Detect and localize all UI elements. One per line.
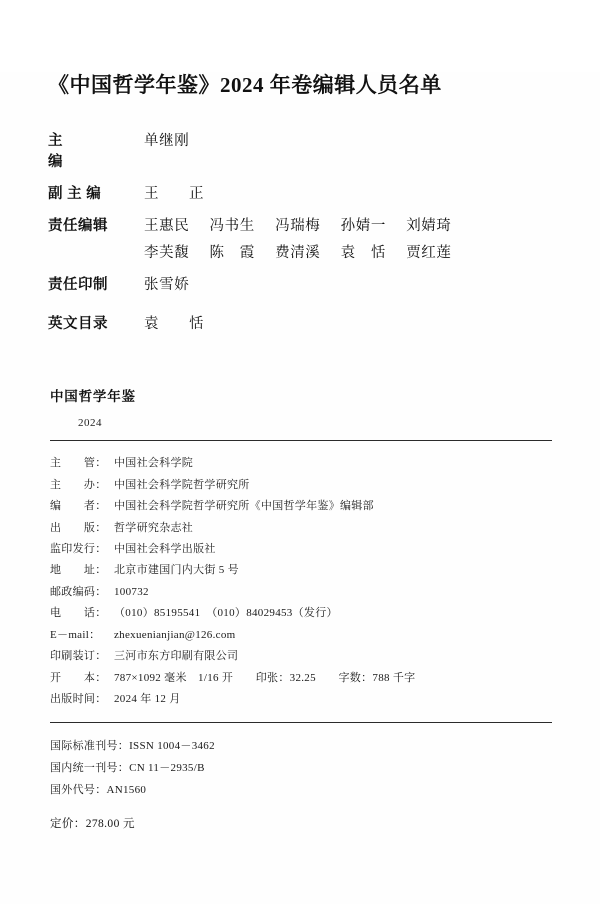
staff-name: 贾红莲 bbox=[406, 245, 452, 262]
colophon-value: 中国社会科学院哲学研究所《中国哲学年鉴》编辑部 bbox=[114, 500, 374, 513]
colophon-block bbox=[48, 385, 552, 830]
staff-role: 副 主 编 bbox=[48, 186, 102, 203]
colophon-line bbox=[50, 689, 552, 710]
colophon-value: 中国社会科学院哲学研究所 bbox=[114, 478, 250, 491]
staff-name: 王 正 bbox=[144, 186, 212, 203]
colophon-label: 监印发行： bbox=[50, 543, 107, 556]
colophon-line bbox=[50, 603, 552, 624]
staff-row bbox=[48, 129, 552, 171]
staff-row bbox=[48, 273, 552, 294]
colophon-line bbox=[50, 496, 552, 517]
document-page bbox=[0, 72, 600, 904]
staff-row bbox=[48, 312, 552, 333]
colophon-line bbox=[50, 518, 552, 539]
staff-name: 费清溪 bbox=[275, 245, 321, 262]
colophon-line bbox=[50, 539, 552, 560]
colophon-value: 哲学研究杂志社 bbox=[114, 521, 194, 534]
colophon-line bbox=[50, 560, 552, 581]
staff-role: 责任印制 bbox=[48, 277, 108, 294]
divider-top bbox=[50, 440, 552, 441]
colophon-label: 开 本： bbox=[50, 671, 107, 684]
colophon-line bbox=[50, 475, 552, 496]
colophon-value: zhexuenianjian@126.com bbox=[114, 628, 236, 641]
colophon-value: 中国社会科学院 bbox=[114, 457, 194, 470]
staff-names bbox=[144, 312, 212, 333]
staff-row bbox=[48, 214, 552, 235]
colophon-value: 787×1092 毫米 1/16 开 印张：32.25 字数：788 千字 bbox=[114, 671, 416, 684]
colophon-value: 2024 年 12 月 bbox=[114, 693, 181, 706]
price-label: 定价：278.00 元 bbox=[50, 817, 135, 830]
staff-name: 王惠民 bbox=[144, 218, 190, 235]
colophon-lines bbox=[50, 453, 552, 710]
staff-name: 冯书生 bbox=[209, 218, 255, 235]
colophon-label: 编 者： bbox=[50, 500, 107, 513]
staff-names bbox=[144, 129, 189, 150]
staff-name: 刘婧琦 bbox=[406, 218, 452, 235]
staff-name: 张雪娇 bbox=[144, 277, 190, 294]
colophon-label: E－mail： bbox=[50, 628, 101, 641]
colophon-line bbox=[50, 668, 552, 689]
colophon-line bbox=[50, 453, 552, 474]
staff-names bbox=[144, 214, 452, 235]
staff-name: 袁 恬 bbox=[340, 245, 386, 262]
editorial-staff-list bbox=[48, 129, 552, 333]
staff-name: 袁 恬 bbox=[144, 316, 212, 333]
identifier-line: 国际标准刊号：ISSN 1004－3462 bbox=[50, 739, 215, 752]
colophon-value: 三河市东方印刷有限公司 bbox=[114, 650, 239, 663]
staff-role: 责任编辑 bbox=[48, 218, 108, 235]
staff-name: 孙婧一 bbox=[340, 218, 386, 235]
colophon-value: （010）85195541 （010）84029453（发行） bbox=[114, 607, 338, 620]
colophon-label: 主 管： bbox=[50, 457, 107, 470]
staff-names bbox=[144, 273, 189, 294]
colophon-line bbox=[50, 646, 552, 667]
colophon-line bbox=[50, 582, 552, 603]
divider-middle bbox=[50, 722, 552, 723]
identifier-list bbox=[50, 735, 552, 801]
colophon-year: 2024 bbox=[78, 417, 102, 430]
colophon-label: 地 址： bbox=[50, 564, 107, 577]
staff-role: 主 编 bbox=[48, 133, 122, 171]
colophon-value: 北京市建国门内大街 5 号 bbox=[114, 564, 239, 577]
staff-row bbox=[48, 182, 552, 203]
colophon-title: 中国哲学年鉴 bbox=[50, 389, 136, 405]
colophon-label: 印刷装订： bbox=[50, 650, 107, 663]
colophon-line bbox=[50, 625, 552, 646]
staff-name: 李芙馥 bbox=[144, 245, 190, 262]
colophon-label: 出版时间： bbox=[50, 693, 107, 706]
colophon-label: 邮政编码： bbox=[50, 585, 107, 598]
identifier-line: 国内统一刊号：CN 11－2935/B bbox=[50, 761, 205, 774]
staff-role: 英文目录 bbox=[48, 316, 108, 333]
staff-name: 冯瑞梅 bbox=[275, 218, 321, 235]
colophon-value: 中国社会科学出版社 bbox=[114, 543, 216, 556]
staff-name: 单继刚 bbox=[144, 133, 190, 150]
identifier-line: 国外代号：AN1560 bbox=[50, 783, 147, 796]
colophon-label: 主 办： bbox=[50, 478, 107, 491]
staff-name: 陈 霞 bbox=[209, 245, 255, 262]
page-title: 《中国哲学年鉴》2024 年卷编辑人员名单 bbox=[48, 73, 442, 97]
staff-row bbox=[48, 241, 552, 262]
colophon-label: 电 话： bbox=[50, 607, 107, 620]
colophon-label: 出 版： bbox=[50, 521, 107, 534]
staff-names bbox=[144, 241, 452, 262]
staff-names bbox=[144, 182, 212, 203]
colophon-value: 100732 bbox=[114, 585, 149, 598]
